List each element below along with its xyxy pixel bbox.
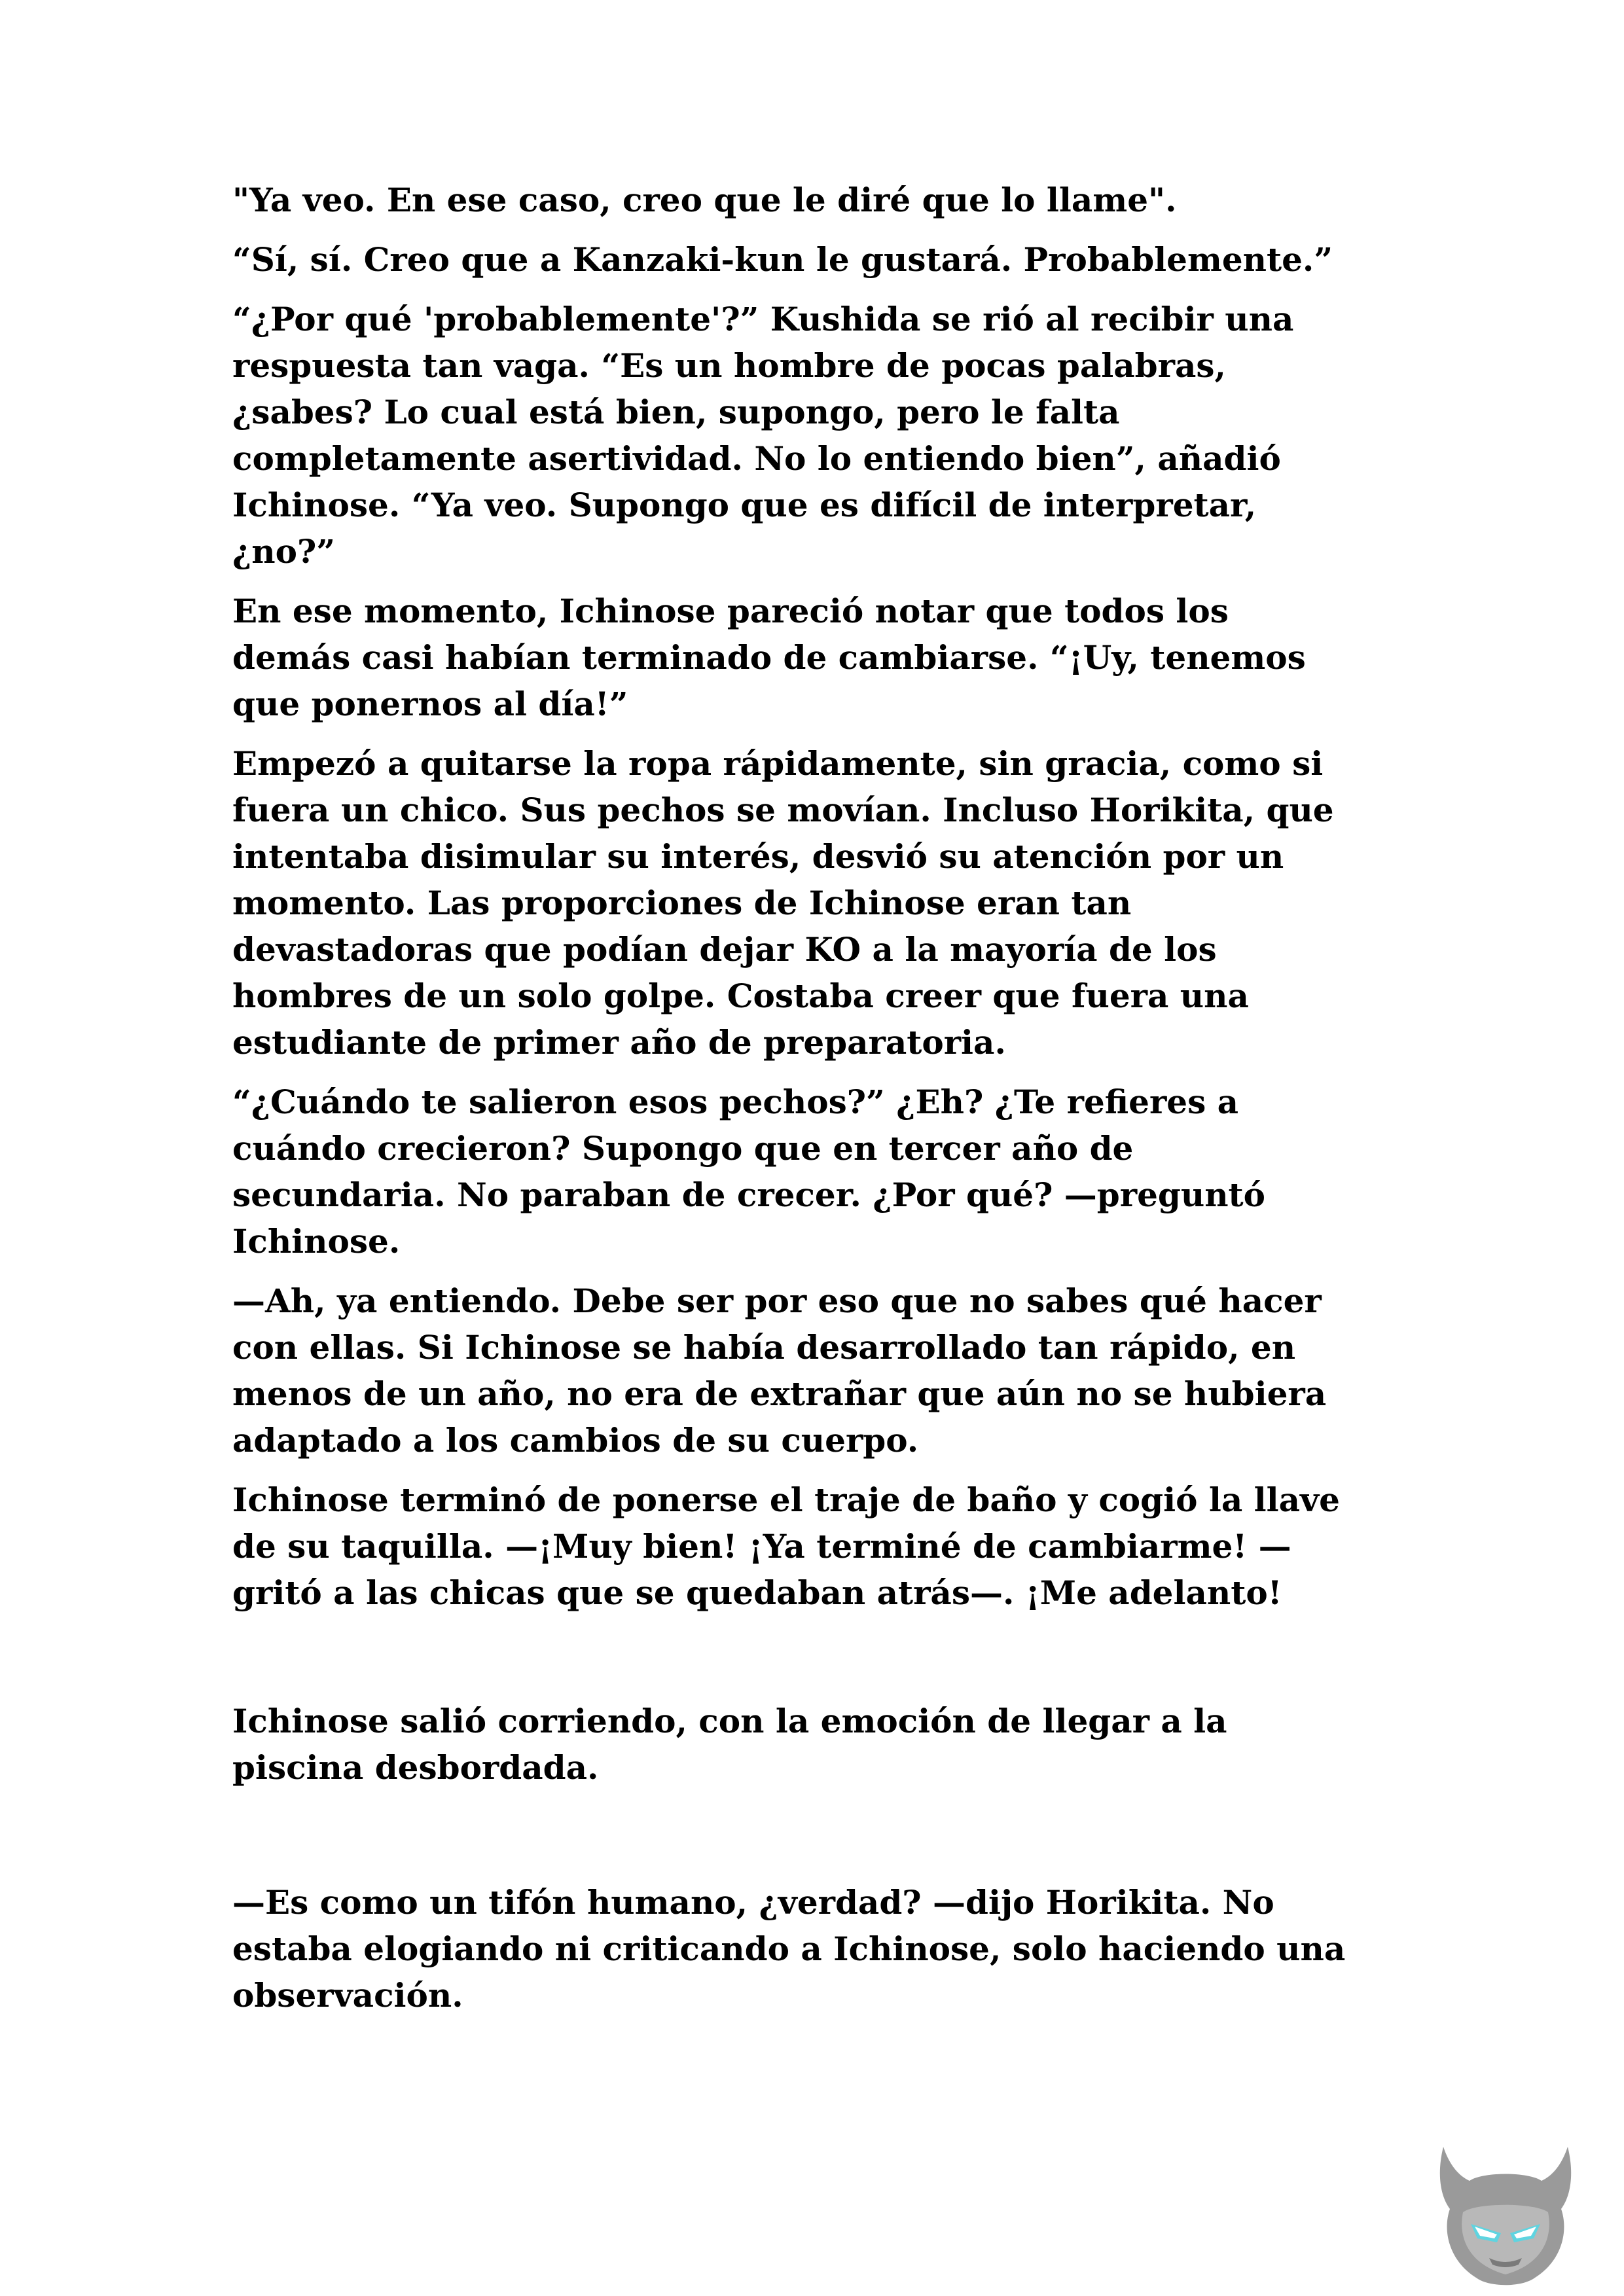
demon-mask-icon	[1424, 2140, 1587, 2291]
paragraph-1: "Ya veo. En ese caso, creo que le diré que lo llame".	[232, 181, 1177, 219]
paragraph-2: “Sí, sí. Creo que a Kanzaki-kun le gustará. Probablemente.”	[232, 240, 1333, 279]
paragraph-9: Ichinose salió corriendo, con la emoción de llegar a la piscina desbordada.	[232, 1702, 1227, 1787]
paragraph-6: “¿Cuándo te salieron esos pechos?” ¿Eh? ¿Te refieres a cuándo crecieron? Supongo que en tercer año de secundaria. No paraban de crecer. ¿Por qué? —preguntó Ichinose.	[232, 1083, 1266, 1261]
paragraph-5: Empezó a quitarse la ropa rápidamente, sin gracia, como si fuera un chico. Sus pechos se movían. Incluso Horikita, que intentaba disimular su interés, desvió su atención por un momento. Las proporciones de Ichinose eran tan devastadoras que podían dejar KO a la mayoría de los hombres de un solo golpe. Costaba creer que fuera una estudiante de primer año de preparatoria.	[232, 744, 1334, 1062]
paragraph-10: —Es como un tifón humano, ¿verdad? —dijo Horikita. No estaba elogiando ni criticando a Ichinose, solo haciendo una observación.	[232, 1883, 1346, 2015]
paragraph-3: “¿Por qué 'probablemente'?” Kushida se rió al recibir una respuesta tan vaga. “Es un hombre de pocas palabras, ¿sabes? Lo cual está bien, supongo, pero le falta completamente asertividad. No lo entiendo bien”, añadió Ichinose. “Ya veo. Supongo que es difícil de interpretar, ¿no?”	[232, 300, 1294, 571]
paragraph-4: En ese momento, Ichinose pareció notar que todos los demás casi habían terminado de cambiarse. “¡Uy, tenemos que ponernos al día!”	[232, 592, 1306, 723]
paragraph-8: Ichinose terminó de ponerse el traje de baño y cogió la llave de su taquilla. —¡Muy bien! ¡Ya terminé de cambiarme! — gritó a las chicas que se quedaban atrás—. ¡Me adelanto!	[232, 1480, 1340, 1612]
document-body	[232, 177, 1398, 2018]
paragraph-7: —Ah, ya entiendo. Debe ser por eso que no sabes qué hacer con ellas. Si Ichinose se había desarrollado tan rápido, en menos de un año, no era de extrañar que aún no se hubiera adaptado a los cambios de su cuerpo.	[232, 1282, 1327, 1460]
